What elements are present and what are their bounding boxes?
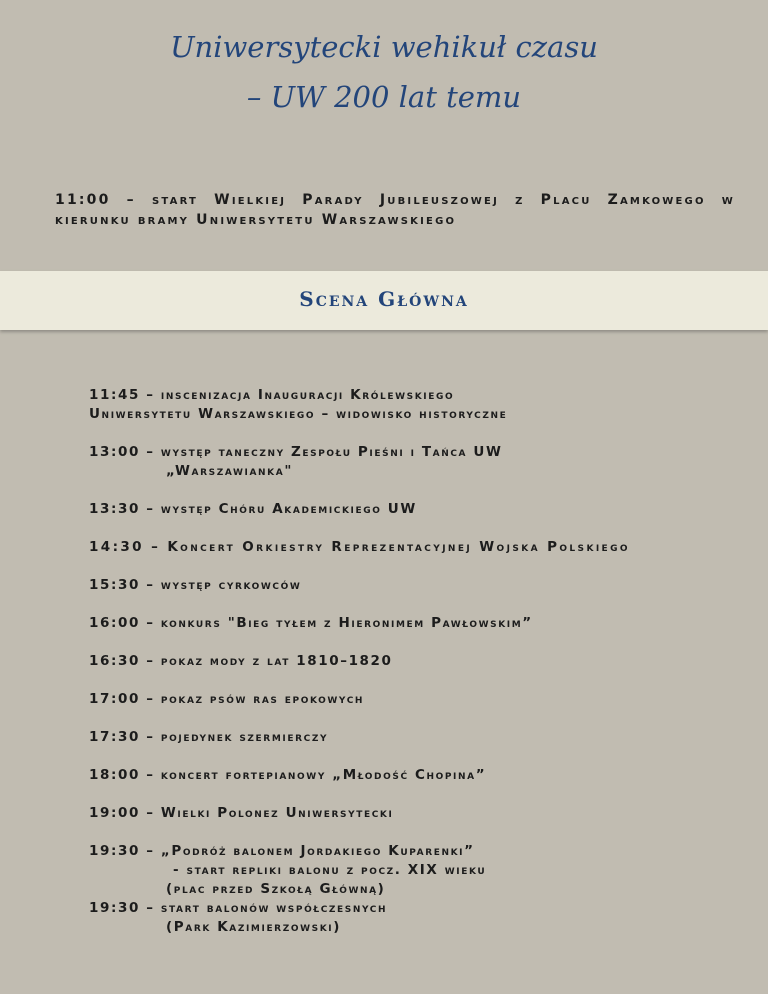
- program-item-text: 16:30 – pokaz mody z lat 1810–1820: [89, 653, 393, 669]
- program-item-text: 17:30 – pojedynek szermierczy: [89, 729, 329, 745]
- program-item-text: (plac przed Szkołą Główną): [166, 881, 386, 897]
- program-item-text: 13:00 – występ taneczny Zespołu Pieśni i Tańca UW: [89, 444, 503, 460]
- section-header-band: [0, 271, 768, 330]
- program-item: [89, 652, 701, 671]
- program-list: [89, 386, 701, 937]
- program-item-text: Uniwersytetu Warszawskiego – widowisko historyczne: [89, 406, 508, 422]
- program-item: [89, 766, 701, 785]
- program-item-text: - start repliki balonu z pocz. XIX wieku: [173, 862, 487, 878]
- program-item: [89, 576, 701, 595]
- program-item: [89, 538, 701, 557]
- program-item: [89, 842, 701, 899]
- program-item: [89, 386, 701, 424]
- program-item-text: 19:30 – „Podróż balonem Jordakiego Kuparenki”: [89, 843, 475, 859]
- parade-announcement: 11:00 – start Wielkiej Parady Jubileuszowej z Placu Zamkowego w kierunku bramy Uniwersytetu Warszawskiego: [55, 192, 735, 228]
- program-item-text: 17:00 – pokaz psów ras epokowych: [89, 691, 365, 707]
- program-item-text: 19:30 – start balonów współczesnych: [89, 900, 388, 916]
- page-subtitle: – UW 200 lat temu: [246, 80, 522, 114]
- program-item: [89, 690, 701, 709]
- program-item-text: 11:45 – inscenizacja Inauguracji Królewskiego: [89, 387, 455, 403]
- program-item: [89, 443, 701, 481]
- program-item-text: 19:00 – Wielki Polonez Uniwersytecki: [89, 805, 394, 821]
- program-item: [89, 804, 701, 823]
- program-item: [89, 500, 701, 519]
- program-item: [89, 614, 701, 633]
- program-item-text: (Park Kazimierzowski): [166, 919, 341, 935]
- program-item-text: 16:00 – konkurs "Bieg tyłem z Hieronimem Pawłowskim”: [89, 615, 533, 631]
- program-item-text: 13:30 – występ Chóru Akademickiego UW: [89, 501, 417, 517]
- program-item-text: 15:30 – występ cyrkowców: [89, 577, 302, 593]
- program-item-text: 18:00 – koncert fortepianowy „Młodość Chopina”: [89, 767, 487, 783]
- program-item-text: 14:30 – Koncert Orkiestry Reprezentacyjnej Wojska Polskiego: [89, 539, 630, 555]
- program-item: [89, 728, 701, 747]
- page-title: Uniwersytecki wehikuł czasu: [170, 30, 598, 64]
- program-item: [89, 899, 701, 937]
- section-title: Scena Główna: [299, 287, 469, 311]
- program-item-text: „Warszawianka": [166, 463, 293, 479]
